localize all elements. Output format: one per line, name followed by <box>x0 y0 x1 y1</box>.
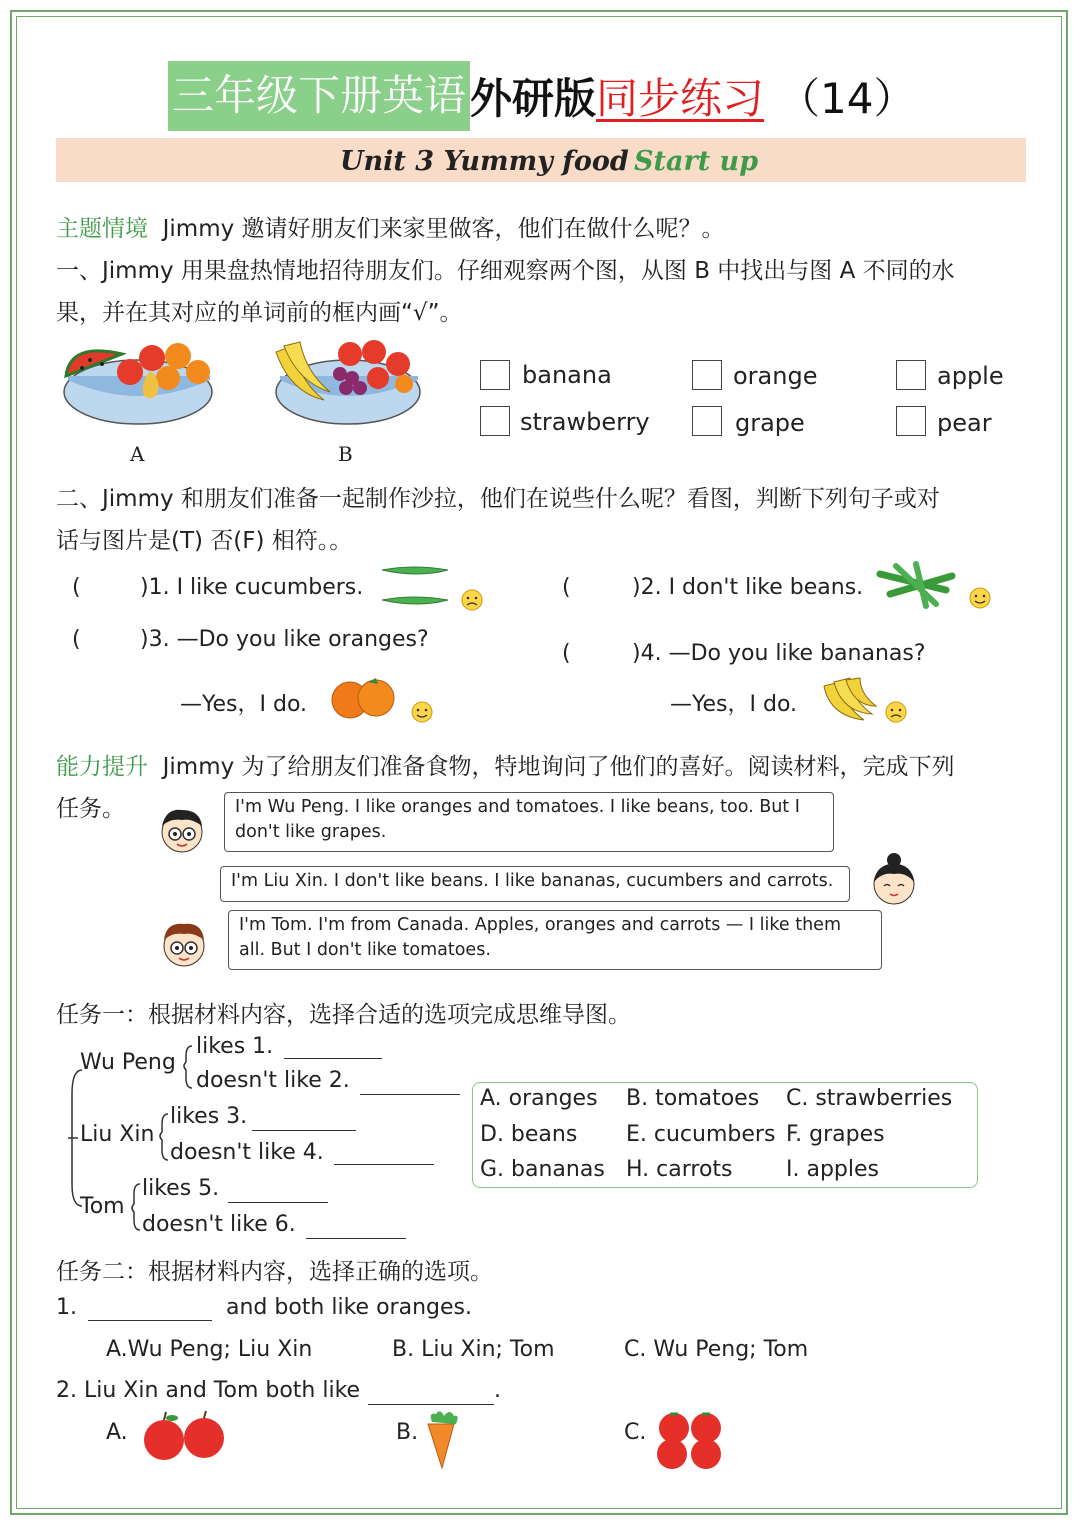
title-edition: 外研版 <box>470 74 597 123</box>
liu-xin-avatar <box>866 852 922 908</box>
mindmap-wu-peng: Wu Peng <box>80 1050 176 1075</box>
ability-text: Jimmy 为了给朋友们准备食物，特地询问了他们的喜好。阅读材料，完成下列 <box>162 754 955 780</box>
part1-instruction-2: 果，并在其对应的单词前的框内画“√”。 <box>56 300 463 326</box>
option-banana: banana <box>522 361 612 389</box>
q3-paren: ( <box>72 627 81 652</box>
carrots-image <box>418 1410 468 1472</box>
tom-bubble <box>228 910 882 970</box>
page-title <box>168 60 916 132</box>
option-e-cucumbers: E. cucumbers <box>626 1122 776 1147</box>
answer-blank-5[interactable] <box>228 1202 328 1203</box>
oranges-smile-image <box>330 676 440 726</box>
answer-blank-3[interactable] <box>252 1130 356 1131</box>
mindmap-likes-3: likes 3. <box>170 1104 248 1129</box>
task2-q2-option-b[interactable]: B. <box>396 1420 419 1445</box>
task2-q2-option-a[interactable]: A. <box>106 1420 128 1445</box>
q2-paren: ( <box>562 575 571 600</box>
option-apple: apple <box>937 362 1004 390</box>
option-c-strawberries: C. strawberries <box>786 1086 953 1111</box>
part1-instruction-1: 一、Jimmy 用果盘热情地招待朋友们。仔细观察两个图，从图 B 中找出与图 A 不同的水 <box>56 258 955 284</box>
option-i-apples: I. apples <box>786 1157 879 1182</box>
apples-image <box>140 1410 232 1462</box>
task2-q1-number: 1. <box>56 1295 77 1320</box>
option-grape: grape <box>735 409 805 437</box>
option-g-bananas: G. bananas <box>480 1157 605 1182</box>
task2-q1-option-b[interactable]: B. Liu Xin; Tom <box>392 1337 555 1362</box>
tom-avatar <box>156 916 212 972</box>
option-b-tomatoes: B. tomatoes <box>626 1086 760 1111</box>
option-d-beans: D. beans <box>480 1122 578 1147</box>
ability-text-2: 任务。 <box>56 796 125 822</box>
option-f-grapes: F. grapes <box>786 1122 885 1147</box>
option-h-carrots: H. carrots <box>626 1157 733 1182</box>
answer-blank-6[interactable] <box>306 1238 406 1239</box>
q4-paren: ( <box>562 641 571 666</box>
cucumbers-frown-image <box>378 562 488 618</box>
title-grade: 三年级下册英语 <box>168 61 470 131</box>
task2-q2-end: . <box>494 1378 501 1403</box>
theme-line <box>56 210 725 243</box>
q2-text: )2. I don't like beans. <box>632 575 864 600</box>
wu-peng-bubble <box>224 792 834 852</box>
checkbox-orange[interactable] <box>692 360 722 390</box>
q3-text: )3. —Do you like oranges? <box>140 627 429 652</box>
mindmap-doesnt-like-2: doesn't like 2. <box>196 1068 350 1093</box>
q1-paren: ( <box>72 575 81 600</box>
mindmap-doesnt-like-6: doesn't like 6. <box>142 1212 296 1237</box>
q4-text: )4. —Do you like bananas? <box>632 641 926 666</box>
wu-peng-text-1: I'm Wu Peng. I like oranges and tomatoes. I like beans, too. But I <box>235 797 800 817</box>
theme-label: 主题情境 <box>56 216 148 242</box>
option-orange: orange <box>733 362 818 390</box>
wu-peng-avatar <box>156 804 210 858</box>
theme-text: Jimmy 邀请好朋友们来家里做客，他们在做什么呢？。 <box>162 216 725 242</box>
ability-label: 能力提升 <box>56 754 148 780</box>
task2-q2-blank[interactable] <box>368 1404 494 1405</box>
task1-heading: 任务一：根据材料内容，选择合适的选项完成思维导图。 <box>56 1002 631 1028</box>
task2-q1-text: and both like oranges. <box>226 1295 472 1320</box>
checkbox-apple[interactable] <box>896 360 926 390</box>
part2-instruction-1: 二、Jimmy 和朋友们准备一起制作沙拉，他们在说些什么呢？看图，判断下列句子或对 <box>56 486 940 512</box>
answer-blank-2[interactable] <box>360 1094 460 1095</box>
task2-q1-option-c[interactable]: C. Wu Peng; Tom <box>624 1337 809 1362</box>
checkbox-pear[interactable] <box>896 406 926 436</box>
fruit-plate-a-image <box>60 332 220 432</box>
answer-blank-4[interactable] <box>334 1164 434 1165</box>
q3-answer: —Yes，I do. <box>180 692 308 717</box>
mindmap-likes-5: likes 5. <box>142 1176 220 1201</box>
task2-q2-option-c[interactable]: C. <box>624 1420 647 1445</box>
tom-text-2: all. But I don't like tomatoes. <box>239 940 491 960</box>
q4-answer: —Yes，I do. <box>670 692 798 717</box>
plate-b-label: B <box>338 442 353 466</box>
plate-a-label: A <box>130 442 145 466</box>
option-a-oranges: A. oranges <box>480 1086 598 1111</box>
tom-text-1: I'm Tom. I'm from Canada. Apples, oranges and carrots — I like them <box>239 915 841 935</box>
ability-line <box>56 748 955 781</box>
tomatoes-image <box>654 1410 730 1472</box>
checkbox-grape[interactable] <box>692 406 722 436</box>
liu-xin-text: I'm Liu Xin. I don't like beans. I like bananas, cucumbers and carrots. <box>231 871 834 891</box>
mindmap-likes-1: likes 1. <box>196 1034 274 1059</box>
title-number: （14） <box>778 74 916 123</box>
mindmap-liu-xin: Liu Xin <box>80 1122 155 1147</box>
task2-q2-text: 2. Liu Xin and Tom both like <box>56 1378 361 1403</box>
part2-instruction-2: 话与图片是(T) 否(F) 相符。。 <box>56 528 353 554</box>
task2-q1-option-a[interactable]: A.Wu Peng; Liu Xin <box>106 1337 313 1362</box>
mindmap-doesnt-like-4: doesn't like 4. <box>170 1140 324 1165</box>
wu-peng-text-2: don't like grapes. <box>235 822 387 842</box>
answer-blank-1[interactable] <box>284 1058 382 1059</box>
title-practice: 同步练习 <box>596 74 765 123</box>
fruit-plate-b-image <box>270 332 430 432</box>
mindmap-tom: Tom <box>80 1194 125 1219</box>
liu-xin-bubble <box>220 866 850 902</box>
beans-smile-image <box>876 560 996 616</box>
checkbox-banana[interactable] <box>480 360 510 390</box>
q1-text: )1. I like cucumbers. <box>140 575 364 600</box>
section-title: Start up <box>634 146 759 177</box>
unit-title: Unit 3 Yummy food <box>340 146 629 177</box>
task2-heading: 任务二：根据材料内容，选择正确的选项。 <box>56 1259 493 1285</box>
option-strawberry: strawberry <box>520 408 650 436</box>
bananas-frown-image <box>820 676 920 726</box>
option-pear: pear <box>937 409 992 437</box>
task2-q1-blank[interactable] <box>88 1320 212 1321</box>
checkbox-strawberry[interactable] <box>480 406 510 436</box>
